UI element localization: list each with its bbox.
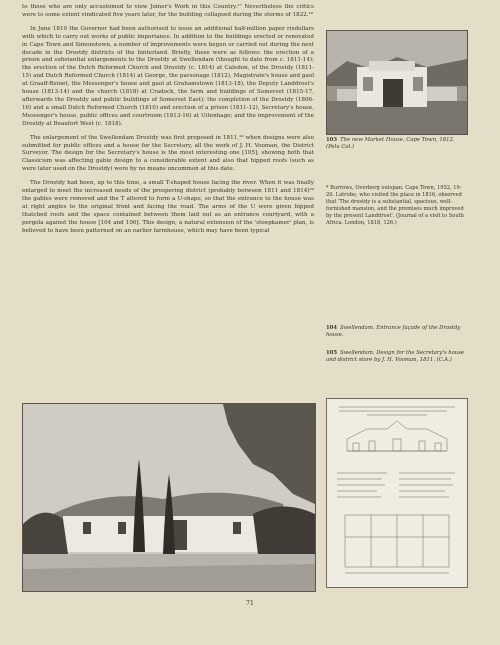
figure-105-caption: 105 Swellendam. Design for the Secretary's house and district store by J. H. Vooman, 1811. (C.A.) (326, 350, 465, 364)
figure-103-photo (326, 30, 468, 135)
secretary-house-plan-illustration (327, 399, 467, 587)
paragraph-4: The Drostdy had been, up to this time, a small T-shaped house facing the river. When it was finally enlarged to meet the increased needs of the prospering district (probably between 1811 and 1814)²⁰ the gables were removed and the T altered to form a U-shape, so that the entrance to the house was at right angles to the original front and facing the road. The arms of the U were given hipped thatched roofs and the space contained between them laid out as an entrance courtyard, with a pergola against the house [104 and 106]. This design, a natural extension of the 'stoepkamer' plan, is believed to have been patterned on an earlier farmhouse, which may have been typical (22, 180, 314, 234)
footnote: * Burrows, Overberg outspan. Cape Town, 1952, 19-20. Latrobe, who visited the place in 1816, observed that 'The drostdy is a substantial, spacious, well-furnished mansion, and the premises much improved by the present Landdrost'. (Journal of a visit to South Africa. London, 1818, 126.) (326, 185, 464, 227)
main-text-column (22, 4, 314, 241)
figure-103-caption: 103 The new Market House, Cape Town, 1812. (Pelu Col.) (326, 137, 455, 151)
paragraph-1: to those who are only accustomed to view Joiner's Work in this Country.¹⁷ Nevertheless the critics were to some extent vindicated five years later, for the building collapsed during the storms of 1822.¹⁸ (22, 4, 314, 18)
paragraph-2: In June 1810 the Governor had been authorised to issue an additional half-million paper rixdollars with which to carry out works of public importance. In addition to the buildings erected or renovated in Cape Town and Simonstown, a number of improvements were begun or carried out during the next decade in the Drostdy districts of the hinterland. Briefly, these were as follows: the erection of a prison and substantial enlargements to the Drostdy at Swellendam (thought to date from c. 1811-14); the erection of the Dutch Reformed Church and Drostdy (c. 1814) at Caledon, of the Drostdy (1811-15) and Dutch Reformed Church (1814) at George, the parsonage (1812), Magistrate's house and gaol at Graaff-Reinet, the Messenger's house and gaol at Grahamstown (1813-18), the Deputy Landdrost's house (1813-14) and the church (1818) at Cradock, the farm and buildings of Somerset (1815-17, afterwards the Drostdy and public buildings of Somerset East); the completion of the Drostdy (1806-16) and a small Dutch Reformed Church (1810) and erection of a prison (1811-12), Secretary's house, Messenger's house, public offices and courtroom (1813-16) at Uitenhage; and the improvement of the Drostdy at Beaufort West (c. 1818). (22, 25, 314, 127)
figure-104-photo (22, 403, 316, 592)
drostdy-house-illustration (23, 404, 315, 591)
figure-105-drawing (326, 398, 468, 588)
page-number: 71 (246, 600, 254, 607)
figure-104-caption: 104 Swellendam. Entrance façade of the Drostdy house. (326, 325, 461, 339)
market-house-illustration (327, 31, 467, 134)
paragraph-3: The enlargement of the Swellendam Drostdy was first proposed in 1811,¹⁹ when designs were also submitted for public offices and a house for the Secretary, all the work of J. H. Vooman, the District Surveyor. The design for the Secretary's house is the most interesting one [105], showing both that Classicism was affecting gable design to a considerable extent and also that hipped roofs (such as were later used on the Drostdy) were by no means uncommon at this date. (22, 134, 314, 173)
